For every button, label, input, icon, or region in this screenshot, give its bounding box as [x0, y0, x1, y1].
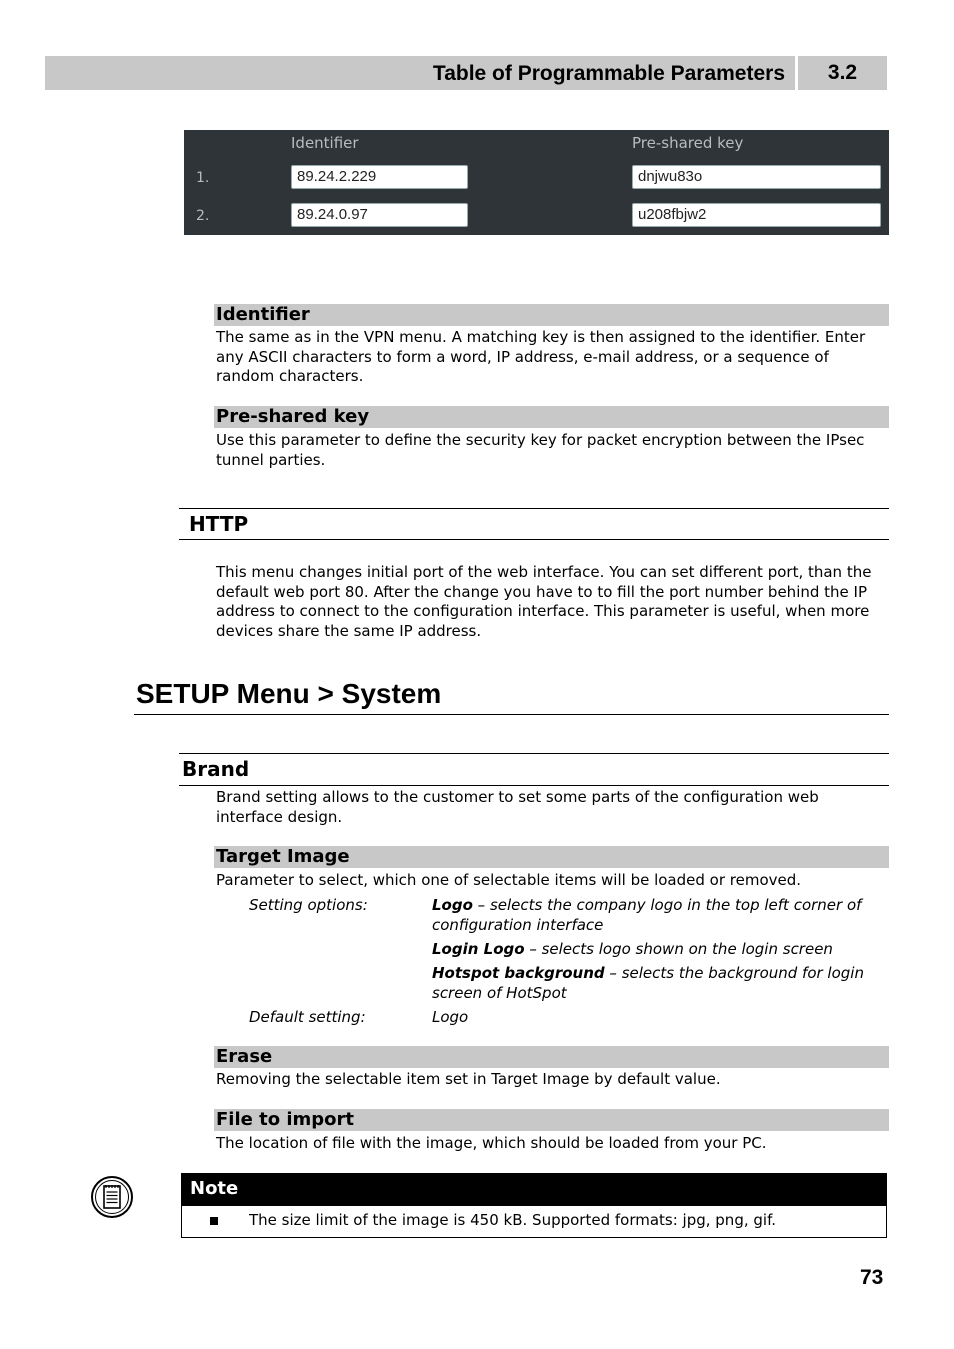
default-setting-label: Default setting:: [249, 1008, 366, 1026]
option-name: Hotspot background: [432, 964, 605, 982]
target-image-heading: Target Image: [214, 846, 889, 868]
page-section-title: SETUP Menu > System: [136, 678, 442, 709]
default-setting-value: Logo: [432, 1008, 469, 1026]
erase-text: Removing the selectable item set in Target Image by default value.: [216, 1070, 721, 1088]
identifier-text: The same as in the VPN menu. A matching key is then assigned to the identifier. Enter any ASCII characters to form a word, IP address, e-mail address, or a sequence of random characters.: [216, 328, 866, 386]
target-image-text: Parameter to select, which one of selectable items will be loaded or removed.: [216, 871, 802, 889]
identifier-input[interactable]: 89.24.0.97: [291, 203, 468, 227]
option-hotspot-background: [432, 963, 872, 1003]
divider: [134, 714, 889, 715]
psk-text: Use this parameter to define the security key for packet encryption between the IPsec tunnel parties.: [216, 431, 865, 469]
psk-input[interactable]: u208fbjw2: [632, 203, 881, 227]
http-text: This menu changes initial port of the web interface. You can set different port, than the default web port 80. After the change you have to to fill the port number behind the IP address to connect to the configuration interface. This parameter is useful, when more devices share the same IP address.: [216, 563, 872, 640]
header-section-number: 3.2: [798, 56, 887, 90]
option-desc: – selects the background for login screen of HotSpot: [432, 964, 864, 1002]
option-name: Logo: [432, 896, 473, 914]
psk-column-header: Pre-shared key: [632, 134, 744, 152]
setting-options-label: Setting options:: [249, 896, 368, 914]
option-login-logo: [432, 939, 884, 959]
brand-text: Brand setting allows to the customer to set some parts of the configuration web interface design.: [216, 788, 819, 826]
psk-heading: Pre-shared key: [214, 406, 889, 428]
identifier-input[interactable]: 89.24.2.229: [291, 165, 468, 189]
file-import-text: The location of file with the image, which should be loaded from your PC.: [216, 1134, 767, 1152]
bullet-icon: [210, 1217, 218, 1225]
page-number: 73: [860, 1266, 884, 1289]
psk-input[interactable]: dnjwu83o: [632, 165, 881, 189]
note-text: The size limit of the image is 450 kB. Supported formats: jpg, png, gif.: [249, 1211, 777, 1229]
file-import-heading: File to import: [214, 1109, 889, 1131]
erase-heading: Erase: [214, 1046, 889, 1068]
option-desc: – selects the company logo in the top left corner of configuration interface: [432, 896, 862, 934]
note-heading: Note: [182, 1174, 886, 1206]
vpn-key-table-screenshot: [184, 130, 889, 235]
identifier-heading: Identifier: [214, 304, 889, 326]
identifier-column-header: Identifier: [291, 134, 359, 152]
notepad-icon: [90, 1175, 134, 1219]
header-title: Table of Programmable Parameters: [432, 62, 785, 85]
row-number: 2.: [196, 208, 210, 224]
brand-heading: Brand: [179, 753, 889, 786]
option-name: Login Logo: [432, 940, 525, 958]
option-desc: – selects logo shown on the login screen: [524, 940, 833, 958]
http-heading: HTTP: [179, 508, 889, 540]
row-number: 1.: [196, 170, 210, 186]
option-logo: [432, 895, 884, 935]
